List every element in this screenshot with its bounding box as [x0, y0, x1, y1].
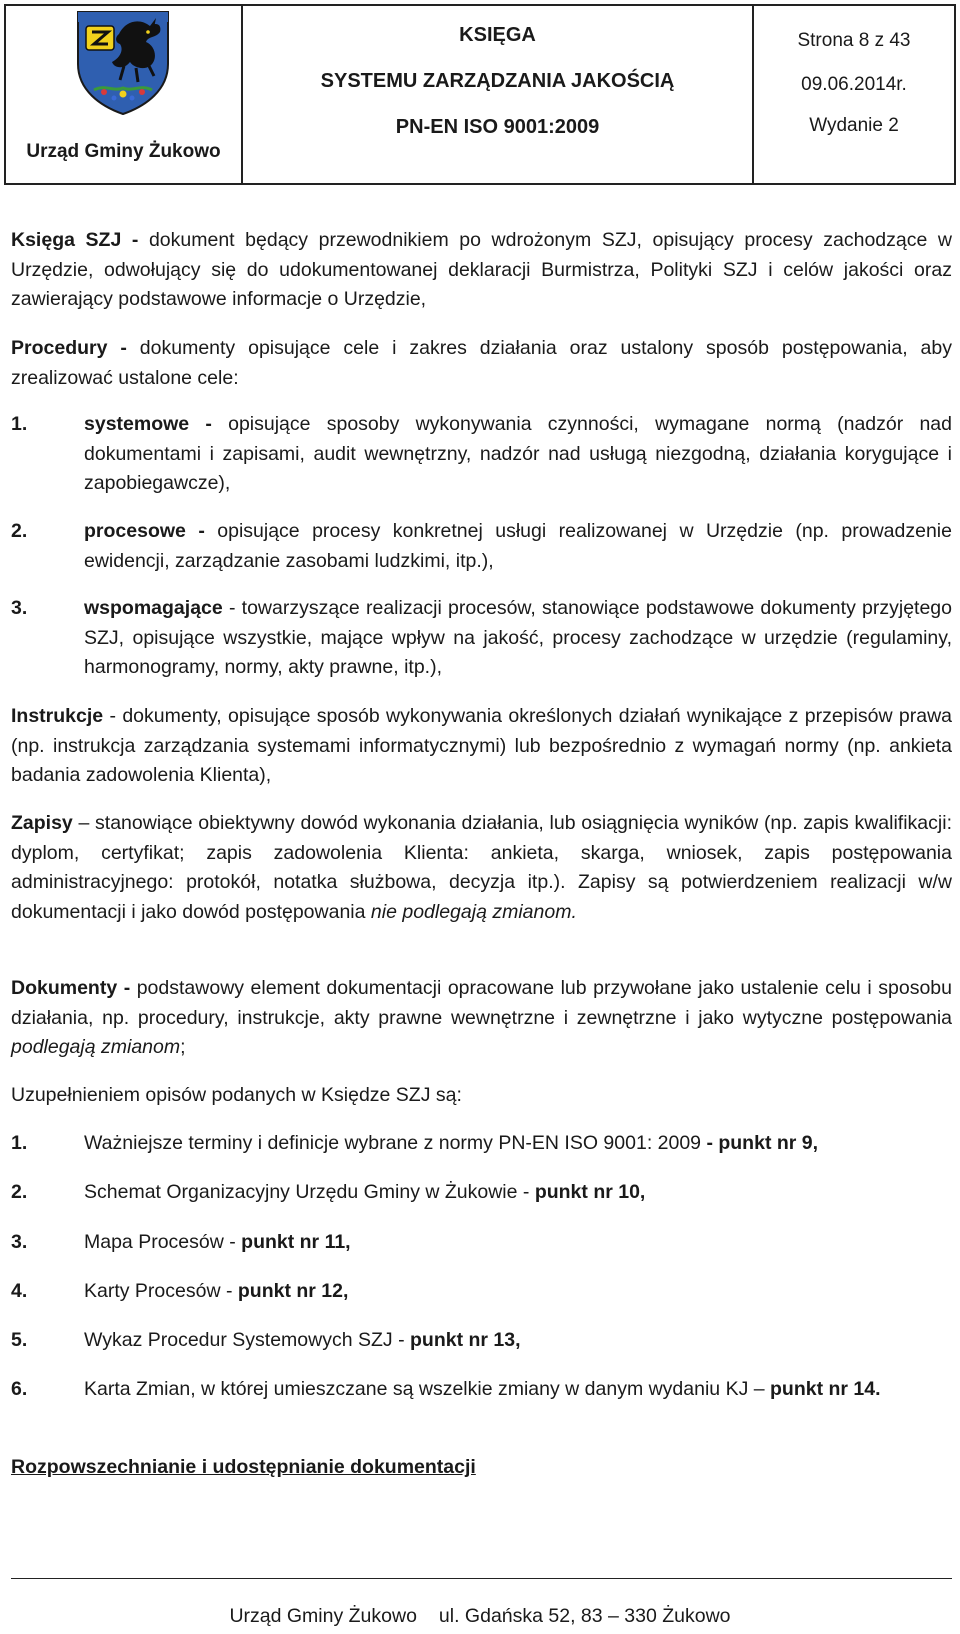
- list-item-number: 3.: [11, 1231, 28, 1253]
- supplement-intro: Uzupełnieniem opisów podanych w Księdze SZJ są:: [11, 1084, 462, 1106]
- list-item-text: [84, 594, 952, 683]
- text-dokumenty-end: ;: [180, 1036, 186, 1058]
- list-item: [11, 594, 952, 683]
- term-dokumenty: Dokumenty -: [11, 977, 131, 999]
- header-office-name: Urząd Gminy Żukowo: [26, 141, 221, 162]
- page-footer: [0, 1605, 960, 1628]
- list-item-text: [84, 1375, 952, 1405]
- list-item-ref: punkt nr 14.: [770, 1378, 881, 1400]
- list-item-number: 2.: [11, 1181, 28, 1203]
- header-standard: PN-EN ISO 9001:2009: [395, 116, 600, 138]
- list-item-body: Mapa Procesów -: [84, 1231, 242, 1253]
- list-item: [11, 517, 952, 576]
- list-item-term: procesowe -: [84, 520, 205, 542]
- header-title-cell: [243, 6, 754, 183]
- list-item: [11, 1326, 952, 1356]
- list-item-body: opisujące sposoby wykonywania czynności, wymagane normą (nadzór nad dokumentami i zapisami, audit wewnętrzny, nadzór nad usługą niezgodną, działania korygujące i zapobiegawcze),: [84, 413, 952, 494]
- page-number: Strona 8 z 43: [797, 30, 911, 51]
- list-item-text: [84, 410, 952, 499]
- list-item-body: opisujące procesy konkretnej usługi realizowanej w Urzędzie (np. prowadzenie ewidencji, zarządzanie zasobami ludzkimi, itp.),: [84, 520, 952, 572]
- document-header: [4, 4, 956, 185]
- list-item-body: - towarzyszące realizacji procesów, stanowiące podstawowe dokumenty przyjętego SZJ, opisujące wszystkie, mające wpływ na jakość, procesy zachodzące w urzędzie (regulaminy, harmonogramy, normy, akty prawne, itp.),: [84, 597, 952, 678]
- list-item-ref: punkt nr 10,: [534, 1181, 646, 1203]
- list-item: [11, 410, 952, 499]
- list-item-body: Ważniejsze terminy i definicje wybrane z normy PN-EN ISO 9001: 2009: [84, 1132, 707, 1154]
- list-item-term: systemowe -: [84, 413, 212, 435]
- list-item-body: Wykaz Procedur Systemowych SZJ -: [84, 1329, 410, 1351]
- list-item-text: [84, 1129, 952, 1159]
- section-heading: Rozpowszechnianie i udostępnianie dokumentacji: [11, 1456, 476, 1478]
- list-item: [11, 1228, 952, 1258]
- list-item: [11, 1375, 952, 1405]
- term-zapisy: Zapisy: [11, 812, 73, 834]
- list-item-text: [84, 1178, 952, 1208]
- coat-of-arms-logo: [64, 8, 182, 118]
- list-item-number: 3.: [11, 597, 28, 619]
- text-zapisy-italic: nie podlegają zmianom.: [370, 900, 577, 923]
- header-title: KSIĘGA: [459, 24, 536, 46]
- header-meta-cell: [754, 6, 954, 183]
- edition-label: Wydanie 2: [809, 115, 899, 136]
- list-item-number: 2.: [11, 520, 28, 542]
- definition-ksiega: [11, 226, 952, 315]
- footer-address: ul. Gdańska 52, 83 – 330 Żukowo: [438, 1605, 731, 1627]
- list-item: [11, 1277, 952, 1307]
- term-instrukcje: Instrukcje: [11, 705, 104, 727]
- definition-zapisy: [11, 809, 952, 927]
- footer-office: Urząd Gminy Żukowo: [229, 1605, 417, 1627]
- list-item-number: 5.: [11, 1329, 28, 1351]
- definition-dokumenty: [11, 974, 952, 1063]
- text-procedury: dokumenty opisujące cele i zakres działania oraz ustalony sposób postępowania, aby zrealizować ustalone cele:: [11, 337, 952, 389]
- list-item-term: wspomagające: [84, 597, 223, 619]
- definition-procedury: [11, 334, 952, 393]
- text-dokumenty: podstawowy element dokumentacji opracowane lub przywołane jako ustalenie celu i sposobu działania, np. procedury, instrukcje, akty prawne wewnętrzne i zewnętrzne i jako wytyczne postępowania: [11, 977, 952, 1029]
- list-item-number: 6.: [11, 1378, 28, 1400]
- list-item-ref: punkt nr 13,: [410, 1329, 521, 1351]
- list-item-number: 4.: [11, 1280, 28, 1302]
- list-item-number: 1.: [11, 1132, 28, 1154]
- list-item-text: [84, 1326, 952, 1356]
- text-instrukcje: - dokumenty, opisujące sposób wykonywania określonych działań wynikające z przepisów prawa (np. instrukcja zarządzania systemami informatycznymi) lub bezpośrednio z wymagań normy (np. ankieta badania zadowolenia Klienta),: [11, 705, 952, 786]
- list-item-text: [84, 1277, 952, 1307]
- text-ksiega: dokument będący przewodnikiem po wdrożonym SZJ, opisujący procesy zachodzące w Urzędzie, odwołujący się do udokumentowanej deklaracji Burmistrza, Polityki SZJ i celów jakości oraz zawierający podstawowe informacje o Urzędzie,: [11, 229, 952, 310]
- list-item-ref: punkt nr 12,: [237, 1280, 349, 1302]
- header-office-cell: [6, 6, 243, 183]
- list-item-ref: - punkt nr 9,: [706, 1132, 819, 1154]
- document-date: 09.06.2014r.: [801, 74, 907, 95]
- footer-divider: [11, 1578, 952, 1579]
- term-ksiega: Księga SZJ -: [11, 229, 139, 251]
- list-item-number: 1.: [11, 413, 28, 435]
- header-subtitle: SYSTEMU ZARZĄDZANIA JAKOŚCIĄ: [320, 70, 675, 92]
- list-item-text: [84, 1228, 952, 1258]
- list-item-ref: punkt nr 11,: [241, 1231, 351, 1253]
- definition-instrukcje: [11, 702, 952, 791]
- term-procedury: Procedury -: [11, 337, 127, 359]
- text-zapisy: – stanowiące obiektywny dowód wykonania działania, lub osiągnięcia wyników (np. zapis kwalifikacji: dyplom, certyfikat; zapis zadowolenia Klienta: ankieta, skarga, wniosek, zapis postępowania administracyjnego: protokół, notatka służbowa, decyzja itp.). Zapisy są potwierdzeniem realizacji w/w dokumentacji i jako dowód postępowania: [11, 812, 952, 923]
- list-item-text: [84, 517, 952, 576]
- text-dokumenty-italic: podlegają zmianom: [11, 1036, 181, 1058]
- list-item-body: Karta Zmian, w której umieszczane są wszelkie zmiany w danym wydaniu KJ –: [84, 1378, 771, 1400]
- list-item: [11, 1178, 952, 1208]
- list-item-body: Karty Procesów -: [84, 1280, 238, 1302]
- list-item-body: Schemat Organizacyjny Urzędu Gminy w Żukowie -: [84, 1181, 535, 1203]
- list-item: [11, 1129, 952, 1159]
